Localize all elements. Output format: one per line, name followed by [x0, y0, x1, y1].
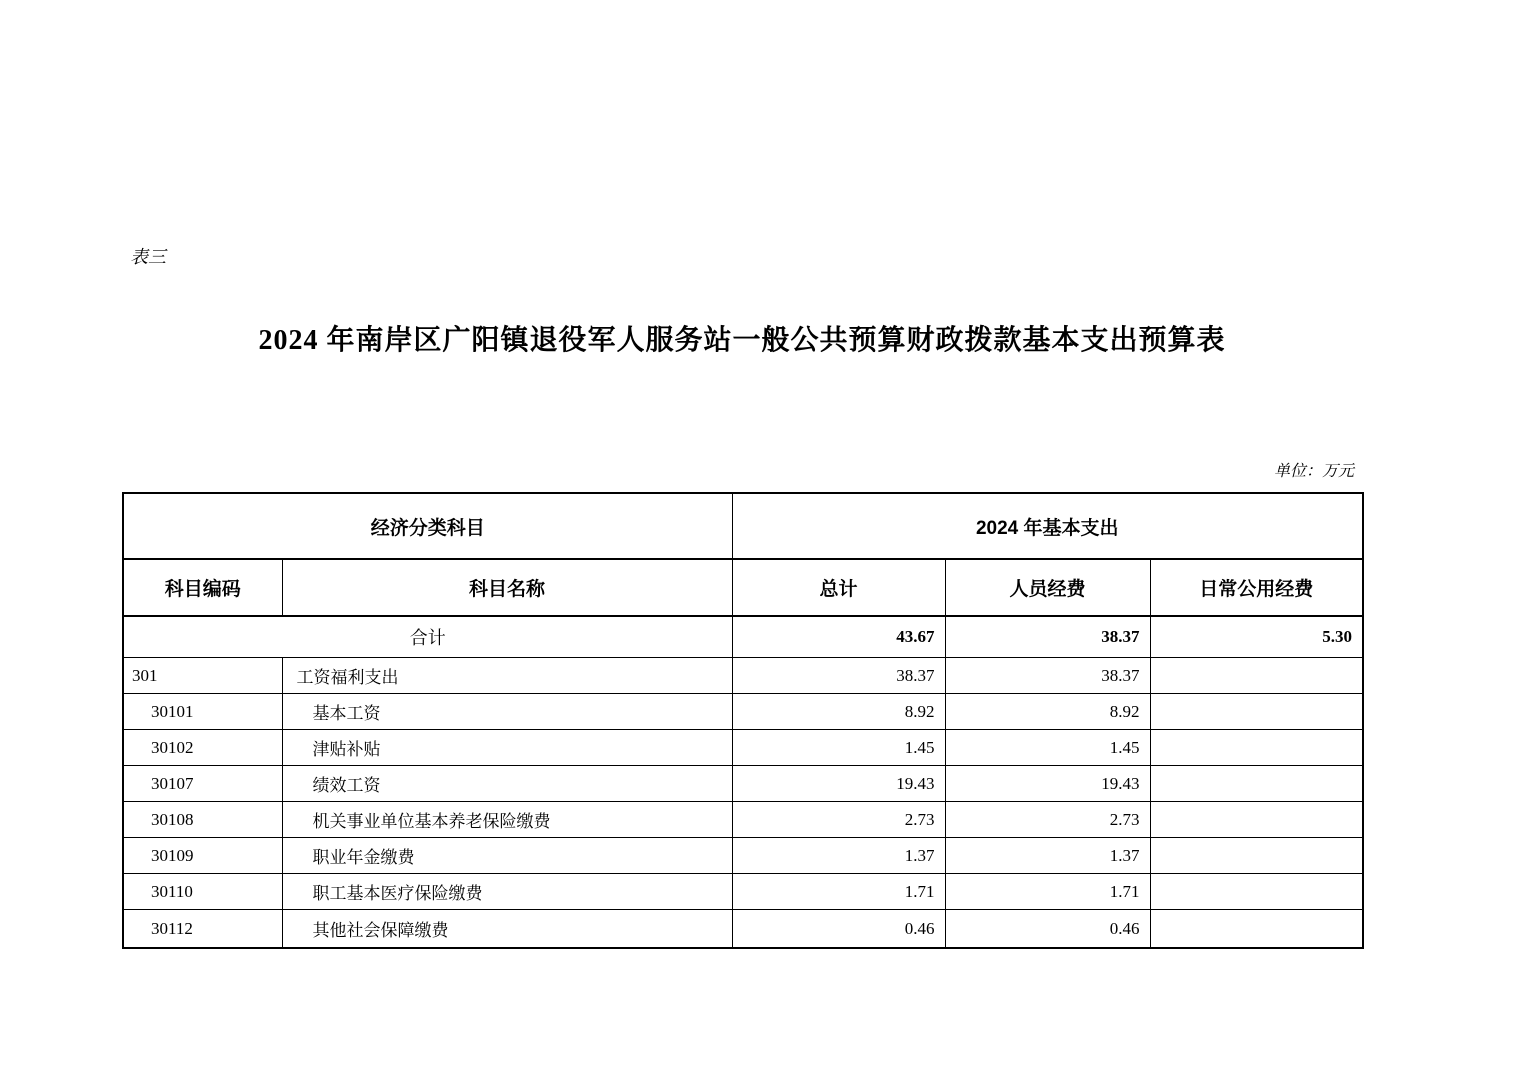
table-header	[123, 493, 1363, 616]
grand-total-daily: 5.30	[1150, 616, 1363, 658]
personnel-value: 0.46	[945, 910, 1150, 949]
table-row	[123, 874, 1363, 910]
grand-total-personnel: 38.37	[945, 616, 1150, 658]
subject-code: 301	[123, 658, 282, 694]
daily-value	[1150, 766, 1363, 802]
personnel-value: 19.43	[945, 766, 1150, 802]
table-row-grand-total	[123, 616, 1363, 658]
daily-value	[1150, 838, 1363, 874]
header-group-row	[123, 493, 1363, 559]
subject-name: 绩效工资	[282, 766, 732, 802]
subject-name: 职工基本医疗保险缴费	[282, 874, 732, 910]
personnel-value: 2.73	[945, 802, 1150, 838]
daily-value	[1150, 730, 1363, 766]
col-header-personnel-funds: 人员经费	[945, 559, 1150, 616]
personnel-value: 1.45	[945, 730, 1150, 766]
table-row	[123, 658, 1363, 694]
total-value: 2.73	[732, 802, 945, 838]
col-header-total: 总计	[732, 559, 945, 616]
subject-name: 工资福利支出	[282, 658, 732, 694]
total-value: 1.37	[732, 838, 945, 874]
total-value: 1.45	[732, 730, 945, 766]
budget-table	[122, 492, 1364, 949]
header-basic-expenditure-2024: 2024 年基本支出	[732, 493, 1363, 559]
subject-name: 基本工资	[282, 694, 732, 730]
table-body	[123, 616, 1363, 948]
subject-code: 30102	[123, 730, 282, 766]
subject-code: 30112	[123, 910, 282, 949]
personnel-value: 1.71	[945, 874, 1150, 910]
subject-name: 职业年金缴费	[282, 838, 732, 874]
subject-code: 30108	[123, 802, 282, 838]
table-row	[123, 910, 1363, 949]
subject-code: 30109	[123, 838, 282, 874]
total-value: 38.37	[732, 658, 945, 694]
table-row	[123, 802, 1363, 838]
col-header-subject-code: 科目编码	[123, 559, 282, 616]
subject-code: 30101	[123, 694, 282, 730]
table-row	[123, 766, 1363, 802]
personnel-value: 8.92	[945, 694, 1150, 730]
daily-value	[1150, 874, 1363, 910]
col-header-daily-public-funds: 日常公用经费	[1150, 559, 1363, 616]
total-value: 8.92	[732, 694, 945, 730]
personnel-value: 38.37	[945, 658, 1150, 694]
col-header-subject-name: 科目名称	[282, 559, 732, 616]
page-title: 2024 年南岸区广阳镇退役军人服务站一般公共预算财政拨款基本支出预算表	[258, 325, 1226, 356]
subject-code: 30110	[123, 874, 282, 910]
daily-value	[1150, 658, 1363, 694]
subject-name: 津贴补贴	[282, 730, 732, 766]
header-economic-classification: 经济分类科目	[123, 493, 732, 559]
daily-value	[1150, 694, 1363, 730]
subject-name: 机关事业单位基本养老保险缴费	[282, 802, 732, 838]
header-columns-row	[123, 559, 1363, 616]
total-value: 19.43	[732, 766, 945, 802]
grand-total-total: 43.67	[732, 616, 945, 658]
sheet-label: 表三	[130, 247, 166, 267]
table-row	[123, 838, 1363, 874]
unit-note: 单位：万元	[1273, 463, 1354, 480]
subject-name: 其他社会保障缴费	[282, 910, 732, 949]
table-row	[123, 730, 1363, 766]
table-row	[123, 694, 1363, 730]
subject-code: 30107	[123, 766, 282, 802]
grand-total-label: 合计	[123, 616, 732, 658]
total-value: 1.71	[732, 874, 945, 910]
personnel-value: 1.37	[945, 838, 1150, 874]
daily-value	[1150, 802, 1363, 838]
total-value: 0.46	[732, 910, 945, 949]
daily-value	[1150, 910, 1363, 949]
